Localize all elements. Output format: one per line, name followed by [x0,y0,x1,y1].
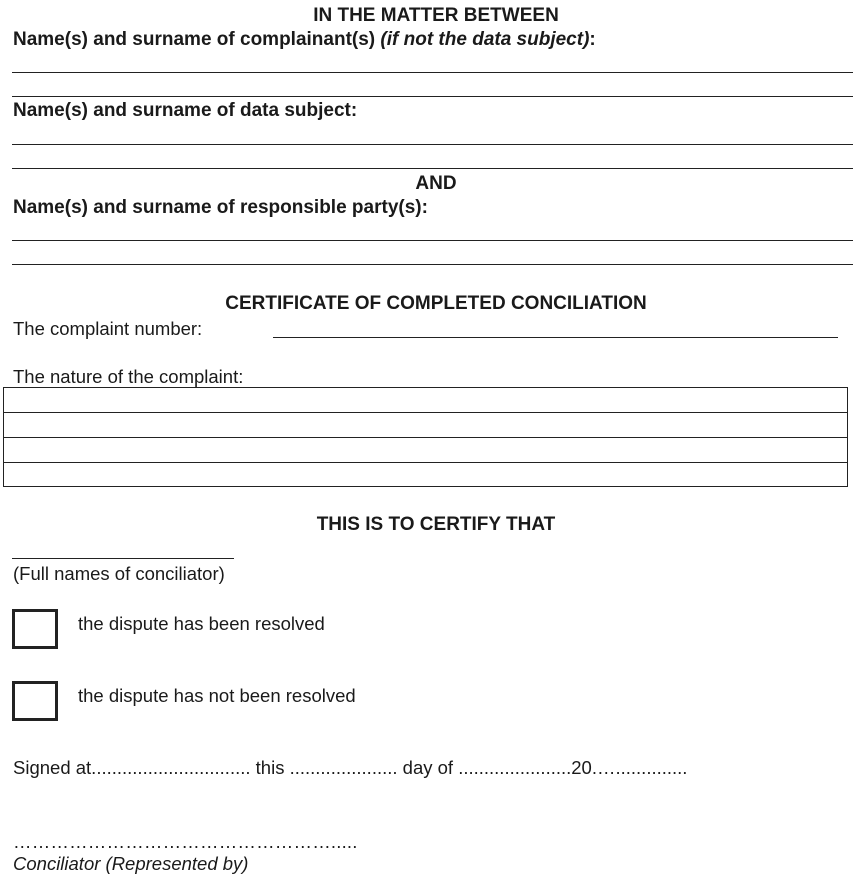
responsible-party-label: Name(s) and surname of responsible party(s): [13,197,428,218]
resolved-checkbox[interactable] [12,609,58,649]
signature-dots: ……………………………………………..... [13,831,358,852]
nature-of-complaint-table [3,387,848,487]
not-resolved-label: the dispute has not been resolved [78,685,356,706]
complainant-line-2[interactable] [12,96,853,97]
resolved-label: the dispute has been resolved [78,613,325,634]
nature-row-2[interactable] [4,413,847,438]
nature-label: The nature of the complaint: [13,366,244,387]
data-subject-label: Name(s) and surname of data subject: [13,100,358,121]
and-label: AND [415,173,457,194]
heading-in-the-matter: IN THE MATTER BETWEEN [313,5,559,26]
nature-row-1[interactable] [4,388,847,413]
conciliator-name-line[interactable] [12,558,234,559]
responsible-party-line-2[interactable] [12,264,853,265]
complainant-note: (if not the data subject) [380,29,590,50]
signed-at-line: Signed at............................... this ..................... day of ......................20.….............. [13,757,688,778]
complainant-line-1[interactable] [12,72,853,73]
signature-caption: Conciliator (Represented by) [13,853,249,874]
nature-row-3[interactable] [4,438,847,463]
responsible-party-line-1[interactable] [12,240,853,241]
complaint-number-label: The complaint number: [13,318,203,339]
nature-row-4[interactable] [4,463,847,488]
complainant-label-text: Name(s) and surname of complainant(s) [13,29,376,50]
data-subject-line-2[interactable] [12,168,853,169]
certificate-title: CERTIFICATE OF COMPLETED CONCILIATION [225,293,647,314]
complainant-label [13,29,596,51]
complainant-colon: : [589,29,596,50]
conciliator-caption: (Full names of conciliator) [13,563,225,584]
complaint-number-line[interactable] [273,337,838,338]
data-subject-line-1[interactable] [12,144,853,145]
not-resolved-checkbox[interactable] [12,681,58,721]
certify-title: THIS IS TO CERTIFY THAT [316,514,556,535]
